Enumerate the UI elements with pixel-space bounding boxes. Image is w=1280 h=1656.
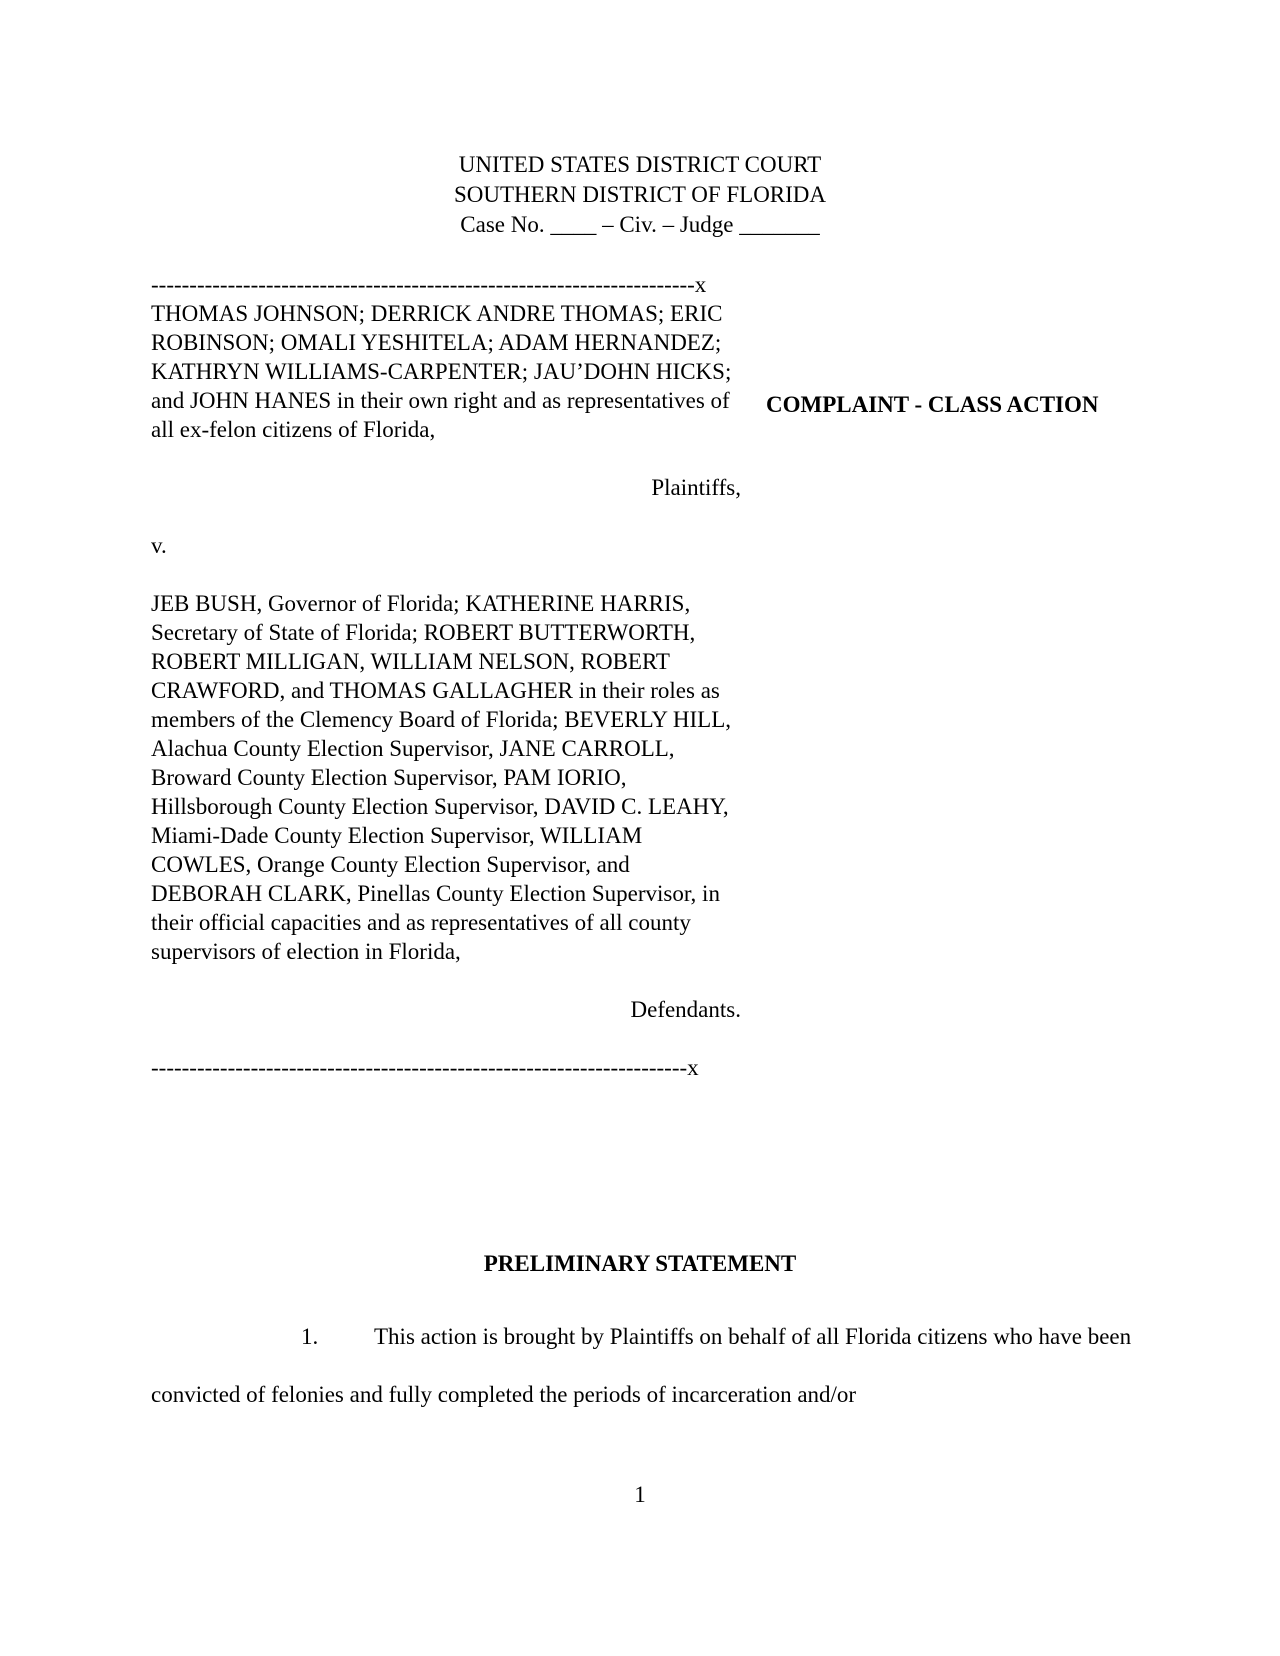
paragraph-1 <box>151 1308 1151 1424</box>
defendants-list: JEB BUSH, Governor of Florida; KATHERINE HARRIS, Secretary of State of Florida; ROBERT BUTTERWORTH, ROBERT MILLIGAN, WILLIAM NELSON, ROBERT CRAWFORD, and THOMAS GALLAGHER in their roles as members of the Clemency Board of Florida; BEVERLY HILL, Alachua County Election Supervisor, JANE CARROLL, Broward County Election Supervisor, PAM IORIO, Hillsborough County Election Supervisor, DAVID C. LEAHY, Miami-Dade County Election Supervisor, WILLIAM COWLES, Orange County Election Supervisor, and DEBORAH CLARK, Pinellas County Election Supervisor, in their official capacities and as representatives of all county supervisors of election in Florida, <box>151 591 732 964</box>
court-header <box>0 150 1280 240</box>
complaint-title: COMPLAINT - CLASS ACTION <box>766 392 1099 417</box>
plaintiffs-role: Plaintiffs, <box>651 475 741 500</box>
paragraph-number: 1. <box>301 1324 319 1349</box>
caption-top-border: -----------------------------------------------------------------------x <box>151 272 707 297</box>
case-caption <box>151 270 741 1082</box>
case-number-line: Case No. ____ – Civ. – Judge _______ <box>460 212 820 237</box>
versus-label: v. <box>151 533 167 558</box>
court-district: SOUTHERN DISTRICT OF FLORIDA <box>453 182 827 207</box>
paragraph-text: This action is brought by Plaintiffs on behalf of all Florida citizens who have been convicted of felonies and fully completed the periods of incarceration and/or <box>151 1324 1132 1407</box>
court-name: UNITED STATES DISTRICT COURT <box>458 152 822 177</box>
defendants-role: Defendants. <box>630 997 741 1022</box>
caption-bottom-border: ----------------------------------------------------------------------x <box>151 1055 699 1080</box>
page-number: 1 <box>634 1482 646 1507</box>
preliminary-statement-heading: PRELIMINARY STATEMENT <box>483 1251 797 1276</box>
plaintiffs-list: THOMAS JOHNSON; DERRICK ANDRE THOMAS; ERIC ROBINSON; OMALI YESHITELA; ADAM HERNANDEZ; KATHRYN WILLIAMS-CARPENTER; JAU’DOHN HICKS; and JOHN HANES in their own right and as representatives of all ex-felon citizens of Florida, <box>151 301 732 442</box>
